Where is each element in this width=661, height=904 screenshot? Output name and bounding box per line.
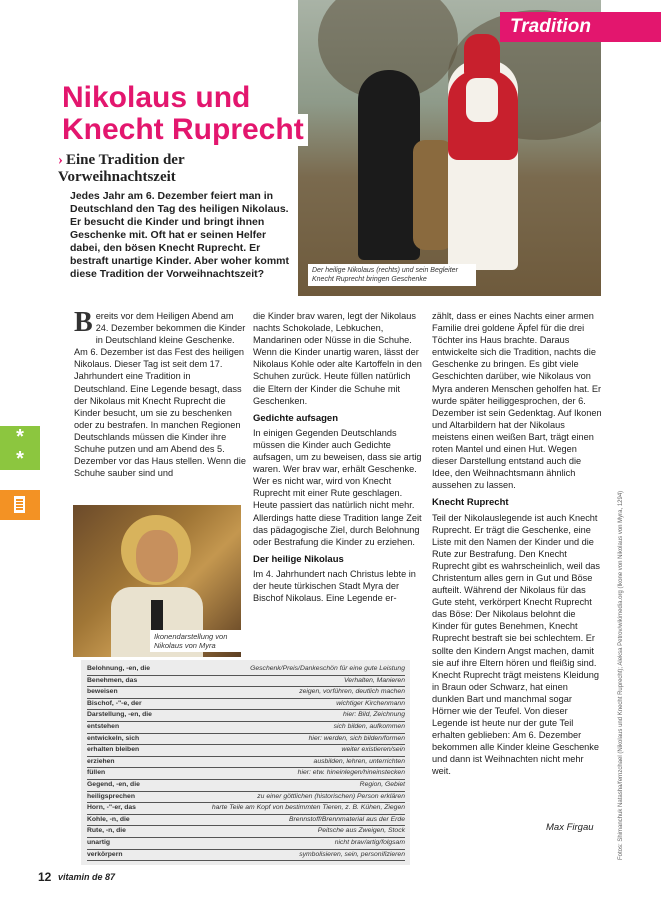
glossary-definition: sich bilden, aufkommen (333, 723, 405, 730)
glossary-definition: weiter existieren/sein (341, 746, 405, 754)
glossary-definition: nicht brav/artig/folgsam (334, 839, 405, 846)
glossary-term: Rute, -n, die (87, 827, 126, 835)
glossary-definition: hier: etw. hineinlegen/hineinstecken (297, 769, 405, 777)
glossary-row (87, 722, 405, 734)
glossary-row (87, 838, 405, 850)
glossary-row (87, 768, 405, 780)
magazine-name: vitamin de 87 (58, 872, 116, 882)
col3-paragraph-1: zählt, dass er eines Nachts einer armen Familie drei goldene Äpfel für die drei Töchter ins Haus brachte. Daraus entwickelte sich die Tradition, nachts die Geschenke zu bringen. Es gibt viele Geschichten darüber, wie Nikolaus von Myra anderen Menschen geholfen hat. Er wurde später heiliggesprochen, der 6. Dezember ist sein Gedenktag. Auf Ikonen und Altarbildern hat der Nikolaus meistens einen weißen Bart, trägt einen roten Mantel und einen Hut. Wegen dieser Darstellung entstand auch die Idee, den Weihnachtsmann ähnlich aussehen zu lassen. (432, 311, 602, 491)
icon-caption: Ikonendarstellung von Nikolaus von Myra (150, 630, 254, 652)
glossary-row (87, 757, 405, 769)
glossary-row (87, 664, 405, 676)
glossary-row (87, 826, 405, 838)
glossary-term: erziehen (87, 757, 115, 765)
col3-paragraph-2: Teil der Nikolauslegende ist auch Knecht Ruprecht. Er trägt die Geschenke, eine Liste mit den Namen der Kinder und die Rute zur Bestrafung. Den Knecht Ruprecht gibt es wahrscheinlich, weil das Christentum alles gern in Gut und Böse aufteilt. Während der Nikolaus für das Gute steht, verkörpert Knecht Ruprecht das Böse: Der Nikolaus belohnt die Kinder für gutes Benehmen, Knecht Ruprecht bestraft sie bei schlechtem. Er sollte den Kindern Angst machen, damit sie auf ihre Eltern hören und fleißig sind. Knecht Ruprecht trägt meistens Kleidung in Braun oder Schwarz, hat einen dunklen Bart und manchmal sogar Hörner wie der Teufel. Von dieser Legende ist heute nur der gute Teil erhalten geblieben: Am 6. Dezember bekommen alle Kinder kleine Geschenke und dann ist Weihnachten nicht mehr weit. (432, 512, 601, 777)
glossary-row (87, 699, 405, 711)
col2-paragraph-3: Im 4. Jahrhundert nach Christus lebte in der heute türkischen Stadt Myra der Bischof Nikolaus. Eine Legende er- (253, 568, 416, 604)
glossary-term: erhalten bleiben (87, 746, 140, 754)
glossary-row (87, 734, 405, 746)
glossary-row (87, 803, 405, 815)
heading-nikolaus: Der heilige Nikolaus (253, 553, 344, 565)
drop-cap: B (74, 307, 93, 338)
asterisk-icon: * * (0, 426, 40, 470)
glossary-term: Darstellung, -en, die (87, 711, 152, 719)
glossary-definition: Verhalten, Manieren (344, 676, 405, 684)
article-title (58, 82, 358, 146)
glossary-term: unartig (87, 839, 111, 846)
subtitle-text: Eine Tradition der Vorweihnachtszeit (58, 152, 185, 185)
photo-caption: Der heilige Nikolaus (rechts) und sein Begleiter Knecht Ruprecht bringen Geschenke (308, 264, 476, 286)
glossary-definition: Geschenk/Preis/Dankeschön für eine gute Leistung (250, 665, 405, 672)
glossary-term: füllen (87, 769, 106, 777)
col2-paragraph-1: die Kinder brav waren, legt der Nikolaus nachts Schokolade, Lebkuchen, Mandarinen oder Nüsse in die Schuhe. Wenn die Kinder unartig waren, lässt der Nikolaus Kohle oder alte Kartoffeln in den Schuhen zurück. Heute füllen natürlich die Eltern der Kinder die Schuhe mit Geschenken. (253, 311, 422, 406)
glossary-term: Belohnung, -en, die (87, 665, 151, 672)
glossary-row (87, 815, 405, 827)
glossary-definition: harte Teile am Kopf von bestimmten Tieren, z. B. Kühen, Ziegen (211, 804, 405, 812)
glossary-row (87, 687, 405, 699)
text-column-2 (253, 310, 423, 604)
page-number: 12 (38, 870, 52, 884)
glossary-definition: wichtiger Kirchenmann (336, 699, 405, 707)
heading-gedichte: Gedichte aufsagen (253, 412, 338, 424)
article-subtitle (58, 152, 298, 186)
heading-ruprecht: Knecht Ruprecht (432, 497, 509, 509)
glossary-row (87, 745, 405, 757)
glossary-definition: symbolisieren, sein, personifizieren (299, 850, 405, 858)
glossary-definition: Brennstoff/Brennmaterial aus der Erde (289, 815, 405, 823)
glossary-term: Benehmen, das (87, 676, 138, 684)
glossary-term: heiligsprechen (87, 792, 135, 800)
photo-credit: Fotos: Shimanchuk Natasha/fernzchael (Nikolaus und Knecht Ruprecht); Aleksa Petrov/wikimedia.org (Ikone von Nikolaus von Myra, 1294) (618, 490, 624, 860)
glossary-definition: hier: Bild, Zeichnung (343, 711, 405, 719)
text-column-1 (74, 307, 246, 479)
text-column-3 (432, 310, 602, 778)
glossary-row (87, 676, 405, 688)
glossary-term: Gegend, -en, die (87, 781, 140, 788)
glossary-box (81, 660, 410, 865)
glossary-row (87, 710, 405, 722)
glossary-row (87, 780, 405, 792)
glossary-definition: zu einer göttlichen (historischen) Person erklären (257, 792, 405, 800)
glossary-definition: zeigen, vorführen, deutlich machen (299, 688, 405, 696)
arrow-icon: › (58, 152, 63, 168)
glossary-term: Horn, -"-er, das (87, 804, 136, 812)
author-name: Max Firgau (546, 822, 594, 833)
title-line-2: Knecht Ruprecht (58, 114, 308, 146)
col2-paragraph-2: In einigen Gegenden Deutschlands müssen die Kinder auch Gedichte aufsagen, um zu beweisen, dass sie artig waren. Wer brav war, erhält Geschenke. Wer es nicht war, wird von Knecht Ruprecht mit einer Rute geschlagen. Heute passiert das natürlich nicht mehr. Allerdings hatte diese Tradition lange Zeit das pädagogische Ziel, durch Belohnung oder Bestrafung die Kinder zu erziehen. (253, 427, 422, 547)
nikolaus-photo (298, 0, 601, 296)
glossary-term: beweisen (87, 688, 118, 696)
section-tag: Tradition (500, 12, 661, 42)
title-line-1: Nikolaus und (58, 82, 254, 114)
glossary-term: entstehen (87, 723, 120, 730)
glossary-definition: Region, Gebiet (359, 781, 405, 788)
glossary-definition: Peitsche aus Zweigen, Stock (317, 827, 405, 835)
glossary-term: entwickeln, sich (87, 734, 140, 742)
document-icon (0, 490, 40, 520)
article-intro: Jedes Jahr am 6. Dezember feiert man in Deutschland den Tag des heiligen Nikolaus. Er besucht die Kinder und bringt ihnen Geschenke mit. Oft hat er seinen Helfer dabei, den bösen Knecht Ruprecht. Er bestraft unartige Kinder. Aber woher kommt diese Tradition der Vorweihnachtszeit? (70, 190, 289, 280)
glossary-term: Bischof, -"-e, der (87, 699, 142, 707)
col1-text: ereits vor dem Heiligen Abend am 24. Dezember bekommen die Kinder in Deutschland kleine Geschenke. Am 6. Dezember ist das Fest des heiligen Nikolaus. Dieser Tag ist seit dem 17. Jahrhundert eine Tradition in Deutschland. Eine Legende besagt, dass der Nikolaus mit Knecht Ruprecht die Kinder besucht, um sie zu beschenken oder zu bestrafen. In manchen Regionen Deutschlands müssen die Kinder ihre Schuhe putzen und am Abend des 5. Dezember vor das Haus stellen. Wenn die Schuhe sauber sind und (74, 311, 246, 479)
glossary-definition: ausbilden, lehren, unterrichten (313, 757, 405, 765)
glossary-row (87, 792, 405, 804)
glossary-definition: hier: werden, sich bilden/formen (308, 734, 405, 742)
glossary-row (87, 850, 405, 862)
glossary-term: verkörpern (87, 850, 123, 858)
glossary-term: Kohle, -n, die (87, 815, 130, 823)
